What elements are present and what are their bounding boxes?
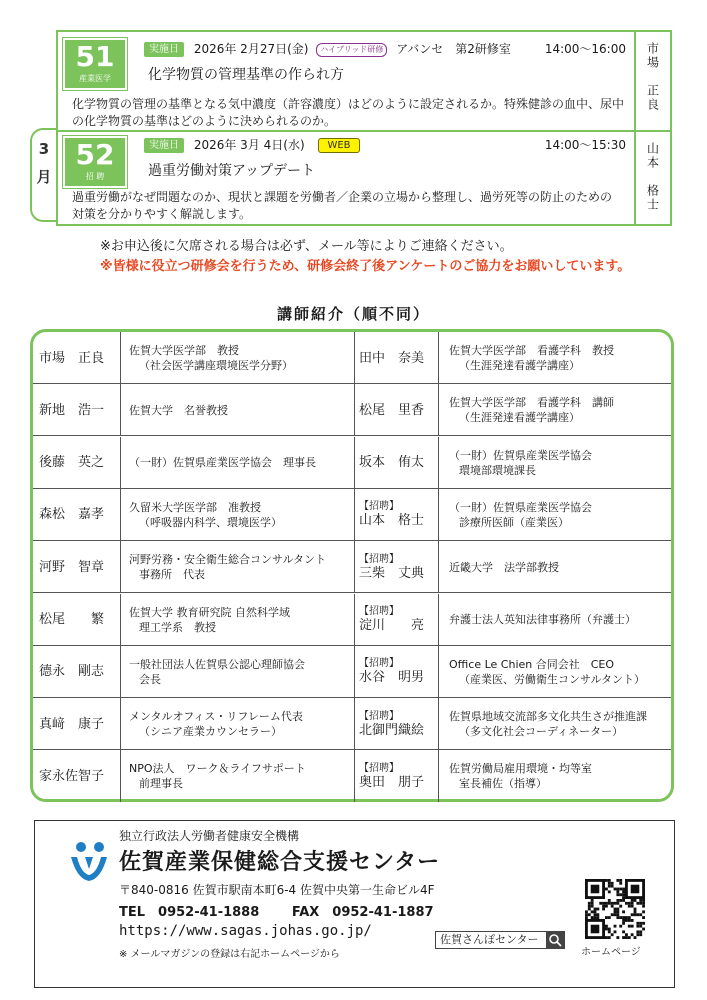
session-number-badge [63, 38, 127, 90]
affiliation-line: （多文化社会コーディネーター） [459, 725, 624, 739]
lecturer-name [39, 698, 121, 750]
lecturer-name [39, 332, 121, 384]
affiliation-line: 室長補佐（指導） [459, 777, 547, 791]
lecturer-name-text: 家永佐智子 [39, 768, 105, 784]
lecturer-name-text: 山本 格士 [359, 513, 425, 529]
organization-logo-icon [63, 835, 115, 887]
lecturer-affiliation [129, 750, 355, 802]
organization-parent: 独立行政法人労働者健康安全機構 [119, 829, 300, 843]
lecturer-affiliation [129, 437, 355, 489]
lecturers-heading: 講師紹介（順不同） [276, 305, 430, 323]
lecturer-name-text: 水谷 明男 [359, 670, 425, 686]
lecturer-affiliation [449, 437, 669, 489]
month-tab [30, 128, 56, 222]
session-schedule [56, 30, 672, 226]
lecturer-affiliation [449, 750, 669, 802]
session-time: 14:00～15:30 [544, 138, 626, 152]
affiliation-line: 弁護士法人英知法律事務所（弁護士） [449, 613, 636, 626]
lecturer-row [33, 384, 671, 436]
affiliation-line: 佐賀大学医学部 教授 [129, 344, 239, 357]
lecturer-name-text: 森松 嘉孝 [39, 507, 105, 523]
survey-note: ※皆様に役立つ研修会を行うため、研修会終了後アンケートのご協力をお願いしています。 [100, 259, 631, 274]
description-line: の化学物質の基準はどのように決められるのか。 [72, 114, 337, 128]
lecturer-name [39, 437, 121, 489]
website-url[interactable]: https://www.sagas.johas.go.jp/ [119, 923, 372, 939]
session-title: 過重労働対策アップデート [148, 163, 316, 179]
affiliation-line: 会長 [139, 672, 161, 686]
affiliation-line: NPO法人 ワーク＆ライフサポート [129, 762, 306, 776]
affiliation-line: 理工学系 教授 [139, 620, 216, 634]
lecturer-affiliation [129, 332, 355, 384]
lecturer-name-text: 市場 正良 [39, 350, 105, 366]
affiliation-line: （産業医、労働衛生コンサルタント） [459, 672, 646, 686]
month-digit: 3 [38, 140, 50, 158]
lecturer-name [39, 750, 121, 802]
session-time: 14:00～16:00 [544, 42, 626, 56]
lecturer-name-text: 田中 奈美 [359, 350, 425, 366]
lecturer-row [33, 698, 671, 750]
affiliation-line: 佐賀労働局雇用環境・均等室 [449, 762, 592, 776]
lecturer-affiliation [449, 332, 669, 384]
lecturer-row [33, 541, 671, 593]
lecturer-affiliation [129, 646, 355, 698]
lecturer-name-text: 坂本 侑太 [359, 455, 425, 471]
invited-label: 【招聘】 [359, 606, 399, 617]
lecturer-name [39, 594, 121, 646]
lecturer-affiliation [129, 698, 355, 750]
affiliation-line: 前理事長 [139, 777, 183, 791]
lecturer-name [359, 750, 439, 802]
session-card [58, 132, 636, 224]
affiliation-line: 佐賀大学医学部 看護学科 講師 [449, 396, 614, 410]
affiliation-line: メンタルオフィス・リフレーム代表 [129, 710, 303, 724]
session-number: 51 [75, 40, 115, 73]
lecturer-affiliation [129, 594, 355, 646]
affiliation-line: （社会医学講座環境医学分野） [139, 359, 293, 372]
lecturer-name-text: 後藤 英之 [39, 455, 105, 471]
lecturer-name [359, 489, 439, 541]
lecturer-affiliation [449, 489, 669, 541]
lecturer-name-text: 北御門織絵 [359, 722, 425, 738]
session-venue: アバンセ 第2研修室 [396, 42, 511, 56]
session-lecturer: 市場 正良 [636, 32, 670, 132]
address: 〒840-0816 佐賀市駅南本町6-4 佐賀中央第一生命ビル4F [119, 883, 435, 897]
lecturer-affiliation [129, 541, 355, 593]
lecturer-name-text: 奥田 朋子 [359, 774, 425, 790]
affiliation-line: （生涯発達看護学講座） [459, 411, 580, 425]
invited-label: 【招聘】 [359, 501, 399, 513]
session-date-row [144, 136, 632, 154]
affiliation-line: 佐賀大学 教育研究院 自然科学域 [129, 605, 290, 619]
lecturer-row [33, 646, 671, 698]
format-tag: WEB [318, 138, 359, 153]
invited-label: 【招聘】 [359, 553, 399, 565]
contact-footer [34, 820, 675, 988]
lecturer-affiliation [449, 384, 669, 436]
affiliation-line: （一財）佐賀県産業医学協会 理事長 [129, 456, 316, 470]
month-unit: 月 [36, 168, 52, 186]
qr-code-icon[interactable] [585, 879, 645, 939]
affiliation-line: （一財）佐賀県産業医学協会 [449, 500, 592, 514]
session-date: 2026年 3月 4日(水) [193, 138, 305, 152]
date-tag: 実施日 [144, 42, 184, 57]
session-title: 化学物質の管理基準の作られ方 [148, 67, 344, 83]
lecturer-name [359, 332, 439, 384]
lecturer-row [33, 437, 671, 489]
search-box[interactable] [435, 931, 565, 949]
lecturer-affiliation [129, 489, 355, 541]
affiliation-line: Office Le Chien 合同会社 CEO [449, 657, 615, 671]
lecturer-affiliation [449, 646, 669, 698]
session-date: 2026年 2月27日(金) [193, 42, 309, 56]
lecturer-row [33, 332, 671, 384]
affiliation-line: 佐賀大学 名誉教授 [129, 403, 228, 417]
lecturer-name [359, 646, 439, 698]
lecturer-affiliation [449, 698, 669, 750]
invited-label: 【招聘】 [359, 710, 399, 722]
lecturer-name [39, 646, 121, 698]
invited-label: 【招聘】 [359, 658, 399, 670]
absence-note: ※お申込後に欠席される場合は必ず、メール等によりご連絡ください。 [100, 239, 513, 254]
affiliation-line: （生涯発達看護学講座） [459, 359, 580, 372]
lecturer-row [33, 750, 671, 802]
lecturer-name [359, 698, 439, 750]
date-tag: 実施日 [144, 138, 184, 153]
lecturer-affiliation [129, 384, 355, 436]
session-card [58, 32, 636, 132]
affiliation-line: （一財）佐賀県産業医学協会 [449, 448, 592, 462]
affiliation-line: 一般社団法人佐賀県公認心理師協会 [129, 657, 305, 671]
session-lecturer: 山本 格士 [645, 142, 660, 212]
affiliation-line: 佐賀県地域交流部多文化共生さが推進課 [449, 710, 647, 724]
phone-number: TEL 0952-41-1888 [119, 905, 260, 920]
session-description [72, 96, 632, 130]
description-line: 化学物質の管理の基準となる気中濃度（許容濃度）はどのように設定されるか。特殊健診の血中、尿中 [72, 97, 625, 111]
affiliation-line: （シニア産業カウンセラー） [139, 725, 282, 739]
description-line: 対策を分かりやすく解説します。 [72, 207, 252, 221]
lecturer-name [39, 541, 121, 593]
lecturer-name [359, 437, 439, 489]
search-text: 佐賀さんぽセンター [440, 933, 539, 946]
affiliation-line: 河野労務・安全衛生総合コンサルタント [129, 553, 327, 567]
lecturer-row [33, 489, 671, 541]
lecturer-name-text: 河野 智章 [39, 559, 105, 575]
lecturer-affiliation [449, 541, 669, 593]
lecturer-name [39, 384, 121, 436]
lecturer-name-text: 三柴 丈典 [359, 565, 425, 581]
fax-number: FAX 0952-41-1887 [291, 905, 434, 920]
session-date-row [144, 40, 632, 58]
affiliation-line: 環境部環境課長 [459, 463, 536, 477]
affiliation-line: 久留米大学医学部 准教授 [129, 500, 261, 514]
lecturer-affiliation [449, 594, 669, 646]
lecturers-table [30, 329, 674, 802]
phone-fax [119, 901, 462, 920]
lecturer-name-text: 德永 剛志 [39, 664, 105, 680]
format-tag: ハイブリッド研修 [316, 43, 387, 57]
lecturer-name [359, 541, 439, 593]
session-category: 産業医学 [79, 74, 111, 83]
newsletter-note: ※ メールマガジンの登録は右記ホームページから [119, 949, 340, 960]
affiliation-line: 事務所 代表 [139, 568, 205, 582]
affiliation-line: 診療所医師（産業医） [459, 515, 569, 529]
description-line: 過重労働がなぜ問題なのか、現状と課題を労働者／企業の立場から整理し、過労死等の防止のための [72, 190, 613, 204]
organization-name: 佐賀産業保健総合支援センター [119, 850, 441, 875]
affiliation-line: 佐賀大学医学部 看護学科 教授 [449, 344, 614, 357]
session-description [72, 189, 632, 223]
lecturer-name-text: 松尾 里香 [359, 402, 425, 418]
lecturer-name [39, 489, 121, 541]
invited-label: 【招聘】 [359, 762, 399, 774]
lecturer-name [359, 594, 439, 646]
affiliation-line: （呼吸器内科学、環境医学） [139, 515, 282, 529]
homepage-label: ホームページ [581, 947, 641, 958]
affiliation-line: 近畿大学 法学部教授 [449, 560, 559, 574]
lecturer-row [33, 594, 671, 646]
session-number: 52 [75, 138, 115, 171]
lecturer-name [359, 384, 439, 436]
lecturer-name-text: 新地 浩一 [39, 402, 105, 418]
search-icon[interactable] [546, 932, 564, 948]
session-number-badge [63, 136, 127, 188]
lecturer-name-text: 真﨑 康子 [39, 716, 105, 732]
lecturer-name-text: 松尾 繁 [39, 612, 105, 627]
lecturer-name-text: 淀川 亮 [359, 618, 425, 633]
session-category: 招 聘 [85, 172, 105, 181]
